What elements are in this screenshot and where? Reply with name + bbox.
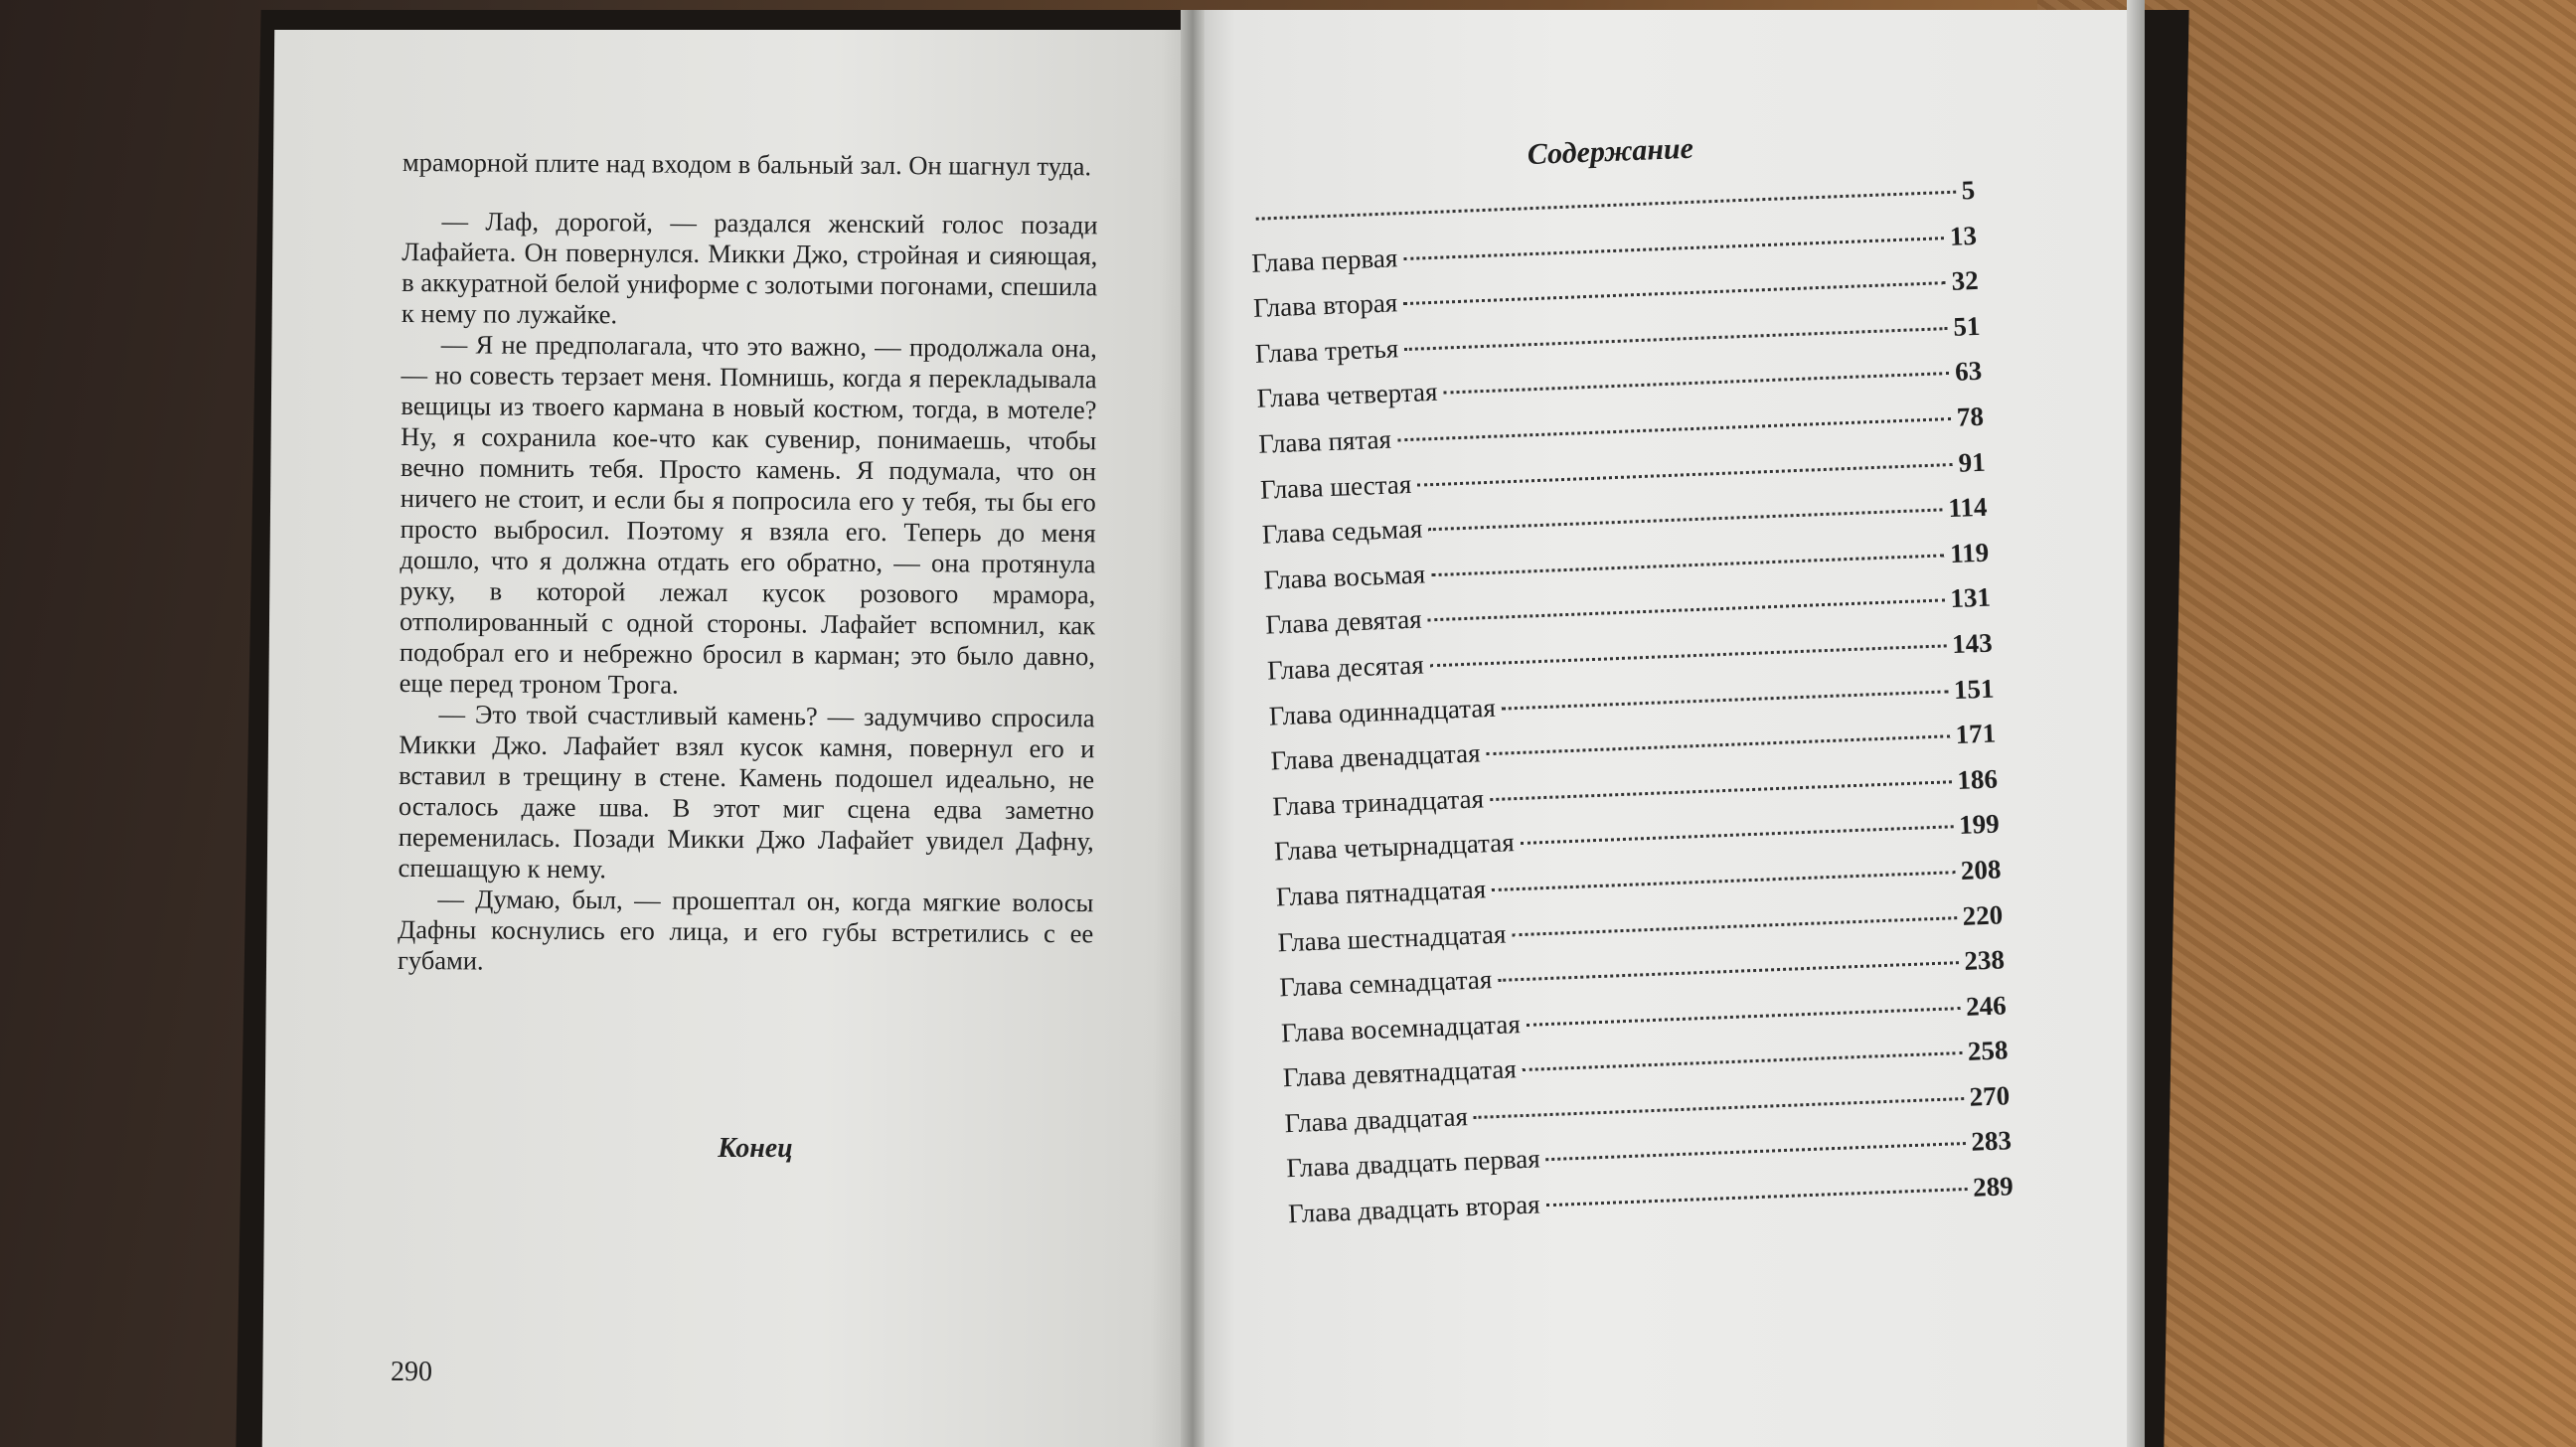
toc-entry-label: Глава первая xyxy=(1250,241,1398,278)
toc-entry-page: 258 xyxy=(1967,1035,2009,1067)
page-edge xyxy=(2127,0,2145,1447)
paragraph-4: — Это твой счастливый камень? — задумчиво спросила Микки Джо. Лафайет взял кусок камня, повернул его и вставил в трещину в стене. Камень подошел идеально, не осталось даже шва. В этот миг сцена едва заметно переменилась. Позади Микки Джо Лафайет увидел Дафну, спешащую к нему. xyxy=(398,699,1095,884)
toc-entry-page: 270 xyxy=(1969,1080,2011,1112)
toc-entry-page: 283 xyxy=(1970,1125,2012,1158)
toc-entry-page: 78 xyxy=(1956,401,1985,432)
paragraph-5: — Думаю, был, — прошептал он, когда мягкие волосы Дафны коснулись его лица, и его губы встретились с ее губами. xyxy=(397,884,1094,976)
toc-dot-leader xyxy=(1502,690,1948,710)
toc-dot-leader xyxy=(1546,1188,1968,1206)
toc-entry-label: Глава вторая xyxy=(1252,287,1398,324)
toc-entry-page: 151 xyxy=(1953,673,1995,705)
toc-entry-page: 220 xyxy=(1962,898,2004,931)
paragraph-gap xyxy=(402,178,1098,210)
table-of-contents xyxy=(1247,121,2014,1244)
toc-dot-leader xyxy=(1512,916,1956,936)
toc-dot-leader xyxy=(1428,509,1942,532)
toc-entry-label: Глава одиннадцатая xyxy=(1268,692,1497,731)
toc-entry-page: 171 xyxy=(1955,718,1997,750)
toc-entry-page: 238 xyxy=(1963,944,2006,976)
end-mark: Конец xyxy=(718,1133,793,1164)
toc-dot-leader xyxy=(1397,417,1951,441)
toc-dot-leader xyxy=(1443,372,1949,395)
toc-entry-label: Глава четвертая xyxy=(1256,377,1438,414)
toc-entry-label: Глава шестнадцатая xyxy=(1277,918,1507,957)
page-number: 290 xyxy=(391,1357,432,1387)
toc-entry-label: Глава двадцать первая xyxy=(1285,1143,1541,1184)
toc-dot-leader xyxy=(1492,871,1955,891)
toc-entry-page: 5 xyxy=(1961,174,1976,206)
toc-entry-page: 208 xyxy=(1960,854,2002,885)
toc-entry-page: 119 xyxy=(1949,537,1990,568)
book-spine xyxy=(1181,10,1205,1447)
paragraph-2: — Лаф, дорогой, — раздался женский голос позади Лафайета. Он повернулся. Микки Джо, стройная и сияющая, в аккуратной белой униформе с золотыми погонами, спешила к нему по лужайке. xyxy=(401,206,1098,330)
toc-entry-page: 114 xyxy=(1947,491,1988,524)
toc-dot-leader xyxy=(1428,599,1945,622)
toc-dot-leader xyxy=(1474,1097,1964,1119)
toc-entry-page: 246 xyxy=(1965,990,2008,1022)
paragraph-3: — Я не предполагала, что это важно, — продолжала она, — но совесть терзает меня. Помнишь, когда я перекладывала вещицы из твоего кармана в новый костюм, тогда, в мотеле? Ну, я сохранила кое-что как сувенир, понимаешь, чтобы вечно помнить тебя. Просто камень. Я подумала, что он ничего не стоит, и если бы я попросила его у тебя, ты бы его просто выбросил. Поэтому я взяла его. Теперь до меня дошло, что я должна отдать его обратно, — она протянула руку, в которой лежал кусок розового мрамора, отполированный с одной стороны. Лафайет вспомнил, как подобрал его и небрежно бросил в карман; это было давно, еще перед троном Трога. xyxy=(399,329,1097,700)
toc-dot-leader xyxy=(1521,826,1954,846)
toc-dot-leader xyxy=(1403,237,1944,260)
toc-dot-leader xyxy=(1523,1051,1962,1071)
left-page-text xyxy=(398,147,1098,980)
toc-dot-leader xyxy=(1527,1007,1961,1027)
toc-dot-leader xyxy=(1430,644,1947,667)
toc-entry-label: Глава двадцать вторая xyxy=(1287,1189,1541,1229)
toc-entry-label: Глава восемнадцатая xyxy=(1280,1008,1522,1048)
toc-entry-page: 51 xyxy=(1952,310,1981,342)
toc-entry-label: Глава пятнадцатая xyxy=(1275,874,1487,912)
toc-entry-label: Глава десятая xyxy=(1266,649,1425,686)
toc-entry-label: Глава седьмая xyxy=(1261,513,1423,550)
toc-entry-label: Глава четырнадцатая xyxy=(1273,827,1516,867)
toc-dot-leader xyxy=(1417,463,1953,487)
toc-dot-leader xyxy=(1431,554,1944,576)
toc-entry-label: Глава тринадцатая xyxy=(1271,783,1485,822)
toc-list xyxy=(1249,175,2014,1244)
toc-entry-page: 289 xyxy=(1972,1171,2014,1203)
toc-dot-leader xyxy=(1490,780,1952,801)
toc-title: Содержание xyxy=(1527,131,1694,172)
toc-entry-page: 32 xyxy=(1951,265,1980,297)
toc-entry-page: 186 xyxy=(1956,763,1999,795)
toc-entry-label: Глава третья xyxy=(1254,333,1399,369)
toc-dot-leader xyxy=(1486,734,1949,755)
toc-entry-label: Глава двенадцатая xyxy=(1270,737,1481,776)
toc-entry-page: 13 xyxy=(1949,220,1978,251)
toc-entry-label: Глава девятнадцатая xyxy=(1282,1053,1518,1093)
toc-entry-label: Глава восьмая xyxy=(1263,559,1426,595)
toc-entry-page: 91 xyxy=(1958,446,1987,478)
paragraph-1: мраморной плите над входом в бальный зал. Он шагнул туда. xyxy=(402,147,1092,182)
toc-entry-label: Глава семнадцатая xyxy=(1278,964,1493,1003)
toc-entry-label: Глава пятая xyxy=(1257,423,1392,459)
toc-entry-label: Глава девятая xyxy=(1264,603,1423,640)
toc-entry-page: 143 xyxy=(1951,627,1994,660)
toc-dot-leader xyxy=(1498,961,1958,982)
toc-dot-leader xyxy=(1256,191,1956,221)
toc-dot-leader xyxy=(1403,281,1946,305)
toc-entry-page: 131 xyxy=(1949,581,1992,614)
toc-entry-page: 199 xyxy=(1958,808,2001,841)
toc-entry-label: Глава шестая xyxy=(1259,468,1412,505)
toc-entry-label: Глава двадцатая xyxy=(1284,1101,1469,1139)
toc-dot-leader xyxy=(1404,327,1947,351)
toc-entry-page: 63 xyxy=(1954,356,1983,388)
toc-dot-leader xyxy=(1546,1142,1966,1161)
